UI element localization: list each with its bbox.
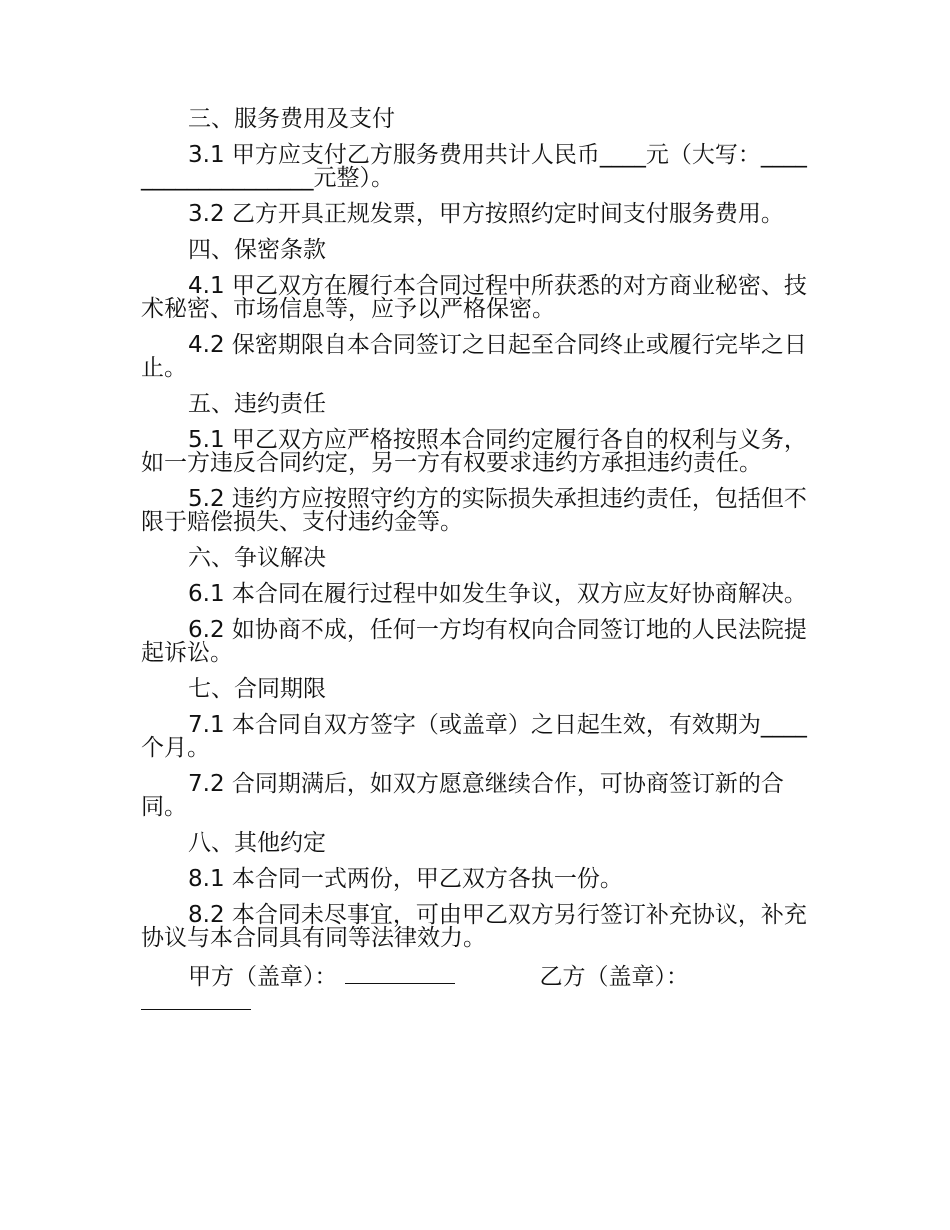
section-fees <box>141 108 811 226</box>
clause-6-1: 6.1 本合同在履行过程中如发生争议，双方应友好协商解决。 <box>188 581 807 607</box>
section-other <box>141 832 811 950</box>
section-heading: 三、服务费用及支付 <box>188 106 395 132</box>
signature-block <box>141 963 811 1015</box>
section-term <box>141 678 811 819</box>
clause-4-2: 4.2 保密期限自本合同签订之日起至合同终止或履行完毕之日止。 <box>141 332 807 381</box>
clause-3-1: 3.1 甲方应支付乙方服务费用共计人民币____元（大写：___________________元整）。 <box>141 142 807 191</box>
section-heading: 八、其他约定 <box>188 830 326 856</box>
clause-6-2: 6.2 如协商不成，任何一方均有权向合同签订地的人民法院提起诉讼。 <box>141 617 807 666</box>
party-b-signature-line[interactable] <box>141 989 251 1010</box>
section-liability <box>141 393 811 534</box>
clause-8-1: 8.1 本合同一式两份，甲乙双方各执一份。 <box>188 866 623 892</box>
party-a-label: 甲方（盖章）： <box>188 964 338 990</box>
clause-5-2: 5.2 违约方应按照守约方的实际损失承担违约责任，包括但不限于赔偿损失、支付违约金等。 <box>141 486 807 535</box>
clause-5-1: 5.1 甲乙双方应严格按照本合同约定履行各自的权利与义务，如一方违反合同约定，另一方有权要求违约方承担违约责任。 <box>141 427 807 476</box>
party-b-label: 乙方（盖章）： <box>539 964 689 990</box>
clause-7-2: 7.2 合同期满后，如双方愿意继续合作，可协商签订新的合同。 <box>141 771 784 820</box>
section-heading: 四、保密条款 <box>188 237 326 263</box>
section-confidentiality <box>141 239 811 380</box>
section-disputes <box>141 547 811 665</box>
contract-body <box>141 108 811 1015</box>
section-heading: 六、争议解决 <box>188 545 326 571</box>
section-heading: 七、合同期限 <box>188 676 326 702</box>
clause-4-1: 4.1 甲乙双方在履行本合同过程中所获悉的对方商业秘密、技术秘密、市场信息等，应予以严格保密。 <box>141 273 807 322</box>
section-heading: 五、违约责任 <box>188 391 326 417</box>
clause-3-2: 3.2 乙方开具正规发票，甲方按照约定时间支付服务费用。 <box>188 201 784 227</box>
clause-8-2: 8.2 本合同未尽事宜，可由甲乙双方另行签订补充协议，补充协议与本合同具有同等法律效力。 <box>141 902 807 951</box>
clause-7-1: 7.1 本合同自双方签字（或盖章）之日起生效，有效期为____个月。 <box>141 712 807 761</box>
party-a-signature-line[interactable] <box>345 963 455 984</box>
